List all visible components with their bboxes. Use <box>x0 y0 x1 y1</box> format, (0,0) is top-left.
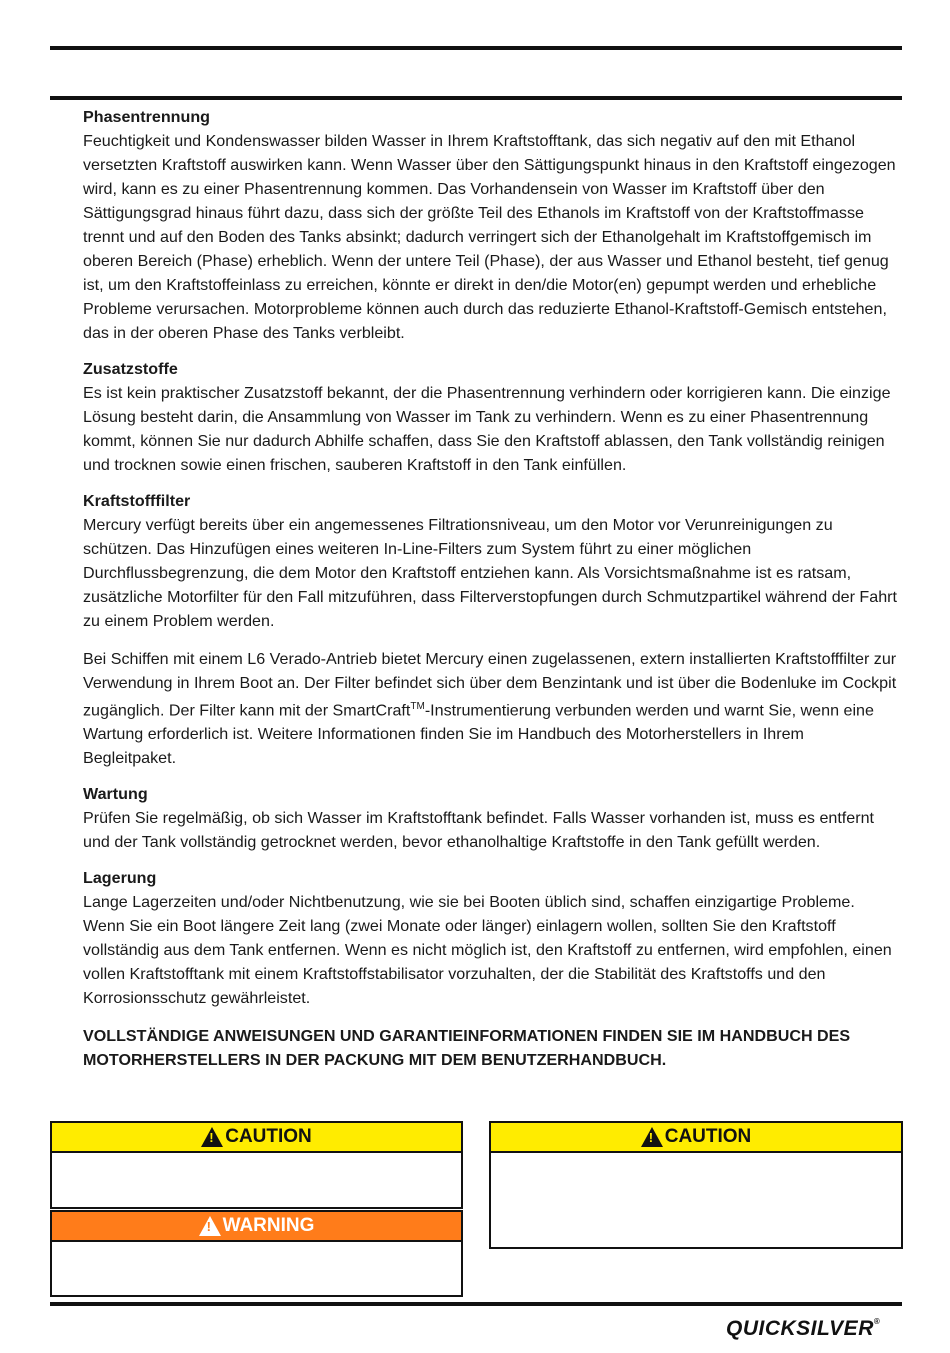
warning-triangle-icon: ! <box>641 1127 663 1147</box>
warning-triangle-icon: ! <box>201 1127 223 1147</box>
section-zusatzstoffe <box>83 357 898 477</box>
warning-box-left <box>50 1210 463 1297</box>
section-heading: Wartung <box>83 785 148 804</box>
warning-triangle-icon: ! <box>199 1216 221 1236</box>
footer-rule <box>50 1302 902 1306</box>
caution-label: CAUTION <box>225 1126 312 1147</box>
caution-box-right <box>489 1121 903 1249</box>
caution-label: CAUTION <box>664 1126 752 1147</box>
caution-header <box>52 1123 461 1153</box>
section-lagerung <box>83 866 898 1010</box>
section-paragraph: Lange Lagerzeiten und/oder Nichtbenutzung, wie sie bei Booten üblich sind, schaffen einzigartige Probleme. Wenn Sie ein Boot längere Zeit lang (zwei Monate oder länger) einlagern wollen, sollten Sie den Kraftstoff vollständig aus dem Tank entfernen. Wenn es nicht möglich ist, den Kraftstoff zu entfernen, wird empfohlen, einen vollen Kraftstofftank mit einem Kraftstoffstabilisator vorzuhalten, der die Stabilität des Kraftstoffs und den Korrosionsschutz gewährleistet. <box>83 893 892 1008</box>
section-paragraph-verado <box>83 647 898 770</box>
section-paragraph: Feuchtigkeit und Kondenswasser bilden Wasser in Ihrem Kraftstofftank, das sich negativ auf den mit Ethanol versetzten Kraftstoff auswirken kann. Wenn Wasser über den Sättigungspunkt hinaus in den Kraftstoff eingezogen wird, kann es zu einer Phasentrennung kommen. Das Vorhandensein von Wasser im Kraftstoff über den Sättigungsgrad hinaus führt dazu, dass sich der größte Teil des Ethanols im Kraftstoff von der Kraftstoffmasse trennt und auf den Boden des Tanks absinkt; dadurch verringert sich der Ethanolgehalt im Kraftstoffgemisch im oberen Bereich (Phase) erheblich. Wenn der untere Teil (Phase), der aus Wasser und Ethanol besteht, tief genug ist, um den Kraftstoffeinlass zu erreichen, könnte er direkt in den/die Motor(en) gepumpt werden und erhebliche Probleme verursachen. Motorprobleme können auch durch das reduzierte Ethanol-Kraftstoff-Gemisch entstehen, das in der oberen Phase des Tanks verbleibt. <box>83 132 896 342</box>
section-heading: Lagerung <box>83 869 157 888</box>
section-paragraph: Prüfen Sie regelmäßig, ob sich Wasser im Kraftstofftank befindet. Falls Wasser vorhanden ist, muss es entfernt und der Tank vollständig getrocknet werden, bevor ethanolhaltige Kraftstoffe in den Tank gefüllt werden. <box>83 809 875 852</box>
section-heading: Kraftstofffilter <box>83 492 191 510</box>
section-heading: Phasentrennung <box>83 108 210 126</box>
warning-label: WARNING <box>222 1215 315 1236</box>
top-rule <box>50 46 902 50</box>
header-rule <box>50 96 902 100</box>
warning-header <box>52 1212 461 1242</box>
section-phasentrennung <box>83 105 898 345</box>
caution-header <box>491 1123 901 1153</box>
document-body <box>83 105 898 1072</box>
section-kraftstofffilter <box>83 489 898 770</box>
verado-text-before: Bei Schiffen mit einem L6 Verado-Antrieb bietet Mercury einen zugelassenen, extern installierten Kraftstofffilter zur Verwendung in Ihrem Boot an. Der Filter befindet sich über dem Benzintank und ist über die Bodenluke im Cockpit zugänglich. Der Filter kann mit der SmartCraft <box>83 650 897 720</box>
quicksilver-logo: QUICKSILVER® <box>726 1317 881 1340</box>
section-heading: Zusatzstoffe <box>83 360 178 378</box>
verado-text-after: -Instrumentierung verbunden werden und warnt Sie, wenn eine Wartung erforderlich ist. Weitere Informationen finden Sie im Handbuch des Motorherstellers in Ihrem Begleitpaket. <box>83 701 874 768</box>
registered-mark: ® <box>873 1317 881 1326</box>
final-notice: VOLLSTÄNDIGE ANWEISUNGEN UND GARANTIEINFORMATIONEN FINDEN SIE IM HANDBUCH DES MOTORHERSTELLERS IN DER PACKUNG MIT DEM BENUTZERHANDBUCH. <box>83 1027 851 1070</box>
section-paragraph: Mercury verfügt bereits über ein angemessenes Filtrationsniveau, um den Motor vor Verunreinigungen zu schützen. Das Hinzufügen eines weiteren In-Line-Filters zum System führt zu einer möglichen Durchflussbegrenzung, die dem Motor den Kraftstoff entziehen kann. Als Vorsichtsmaßnahme ist es ratsam, zusätzliche Motorfilter für den Fall mitzuführen, dass Filterverstopfungen durch Schmutzpartikel während der Fahrt zu einem Problem werden. <box>83 516 897 630</box>
trademark-mark: TM <box>410 701 425 712</box>
section-paragraph: Es ist kein praktischer Zusatzstoff bekannt, der die Phasentrennung verhindern oder korrigieren kann. Die einzige Lösung besteht darin, die Ansammlung von Wasser im Tank zu verhindern. Wenn es zu einer Phasentrennung kommt, können Sie nur dadurch Abhilfe schaffen, dass Sie den Kraftstoff ablassen, den Tank vollständig reinigen und trocknen sowie einen frischen, sauberen Kraftstoff in den Tank einfüllen. <box>83 384 891 474</box>
section-wartung <box>83 782 898 854</box>
caution-box-left <box>50 1121 463 1209</box>
